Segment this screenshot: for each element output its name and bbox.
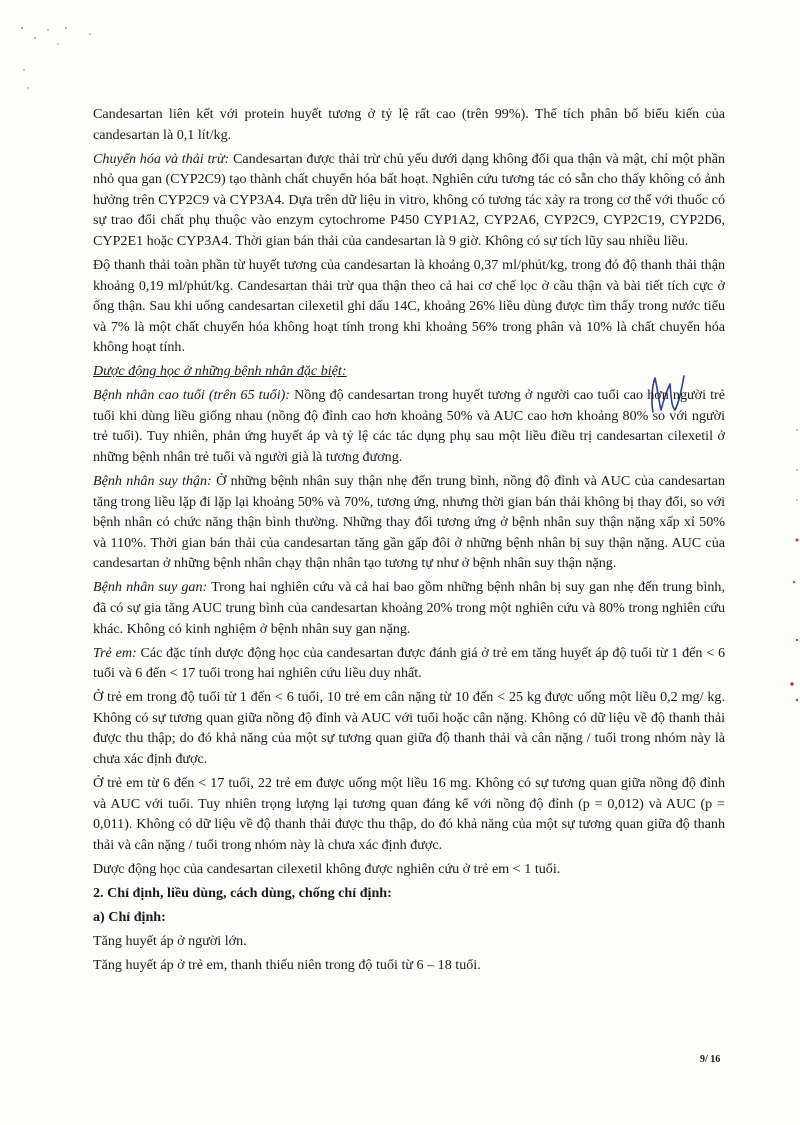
paragraph-label: Bệnh nhân cao tuổi (trên 65 tuổi): <box>93 387 290 404</box>
paragraph-label: Bệnh nhân suy thận: <box>93 473 212 490</box>
paragraph-protein-binding: Candesartan liên kết với protein huyết tương ở tỷ lệ rất cao (trên 99%). Thể tích phân bố biểu kiến của candesartan là 0,1 lít/kg. <box>93 106 725 143</box>
document-body <box>93 104 725 979</box>
paragraph-children-1-6: Ở trẻ em trong độ tuổi từ 1 đến < 6 tuổi, 10 trẻ em cân nặng từ 10 đến < 25 kg được uống một liều 0,2 mg/ kg. Không có sự tương quan giữa nồng độ đỉnh và AUC với tuổi hoặc cân nặng. Không có dữ liệu về độ thanh thải được thu thập; do đó khả năng của một sự tương quan giữa độ thanh thải và cân nặng / tuổi trong nhóm này là chưa xác định được. <box>93 689 725 767</box>
paragraph-label: Chuyển hóa và thải trừ: <box>93 150 230 167</box>
section-2a-heading: a) Chỉ định: <box>93 908 166 925</box>
paragraph-elderly: Bệnh nhân cao tuổi (trên 65 tuổi): Nồng độ candesartan trong huyết tương ở người cao tuổi cao hơn người trẻ tuổi khi dùng liều giống nhau (nồng độ đỉnh cao hơn khoảng 50% và AUC cao hơn khoảng 80% so với người trẻ tuổi). Tuy nhiên, phản ứng huyết áp và tỷ lệ các tác dụng phụ sau một liều điều trị candesartan cilexetil ở những bệnh nhân trẻ tuổi và người già là tương đương. <box>93 387 725 466</box>
paragraph-hepatic: Bệnh nhân suy gan: Trong hai nghiên cứu và cả hai bao gồm những bệnh nhân bị suy gan nhẹ đến trung bình, đã có sự gia tăng AUC trung bình của candesartan khoảng 20% trong một nghiên cứu và 80% trong nghiên cứu khác. Không có kinh nghiệm ở bệnh nhân suy gan nặng. <box>93 579 725 637</box>
paragraph-renal: Bệnh nhân suy thận: Ở những bệnh nhân suy thận nhẹ đến trung bình, nồng độ đỉnh và AUC của candesartan tăng trong liều lặp đi lặp lại khoảng 50% và 70%, tương ứng, nhưng thời gian bán thải không bị thay đổi, so với bệnh nhân có chức năng thận bình thường. Những thay đổi tương ứng ở bệnh nhân suy thận nặng xấp xỉ 50% và 110%. Thời gian bán thải của candesartan tăng gần gấp đôi ở những bệnh nhân bị suy thận nặng. AUC của candesartan ở những bệnh nhân chạy thận nhân tạo tương tự như ở bệnh nhân suy thận nặng. <box>93 473 725 572</box>
page-number: 9/ 16 <box>700 1054 721 1065</box>
paragraph-clearance: Độ thanh thải toàn phần từ huyết tương của candesartan là khoảng 0,37 ml/phút/kg, trong đó độ thanh thải thận khoảng 0,19 ml/phút/kg. Candesartan thải trừ qua thận theo cả hai cơ chế lọc ở cầu thận và bài tiết tích cực ở ống thận. Sau khi uống candesartan cilexetil ghi dấu 14C, khoảng 26% liều dùng được tìm thấy trong nước tiểu và 7% là một chất chuyển hóa không hoạt tính trong khi khoảng 56% trong phân và 10% là chất chuyển hóa không hoạt tính. <box>93 256 725 356</box>
section-2-heading: 2. Chỉ định, liều dùng, cách dùng, chống chỉ định: <box>93 884 392 901</box>
paragraph-children-under-1: Dược động học của candesartan cilexetil không được nghiên cứu ở trẻ em < 1 tuổi. <box>93 860 561 877</box>
subheading-special-populations: Dược động học ở những bệnh nhân đặc biệt: <box>93 363 347 380</box>
paragraph-children-6-17: Ở trẻ em từ 6 đến < 17 tuổi, 22 trẻ em được uống một liều 16 mg. Không có sự tương quan giữa nồng độ đỉnh và AUC với tuổi. Tuy nhiên trọng lượng lại tương quan đáng kể với nồng độ đỉnh (p = 0,012) và AUC (p = 0,011). Không có dữ liệu về độ thanh thải được thu thập, do đó khả năng của một sự tương quan giữa độ thanh thải và cân nặng / tuổi trong nhóm này là chưa xác định được. <box>93 774 725 853</box>
paragraph-label: Trẻ em: <box>93 644 137 661</box>
indication-item: Tăng huyết áp ở người lớn. <box>93 932 247 949</box>
paragraph-metabolism: Chuyển hóa và thải trừ: Candesartan được thải trừ chủ yếu dưới dạng không đổi qua thận và mật, chỉ một phần nhỏ qua gan (CYP2C9) tạo thành chất chuyển hóa bất hoạt. Nghiên cứu tương tác có sẵn cho thấy không có ảnh hưởng trên CYP2C9 và CYP3A4. Dựa trên dữ liệu in vitro, không có tương tác xảy ra trong cơ thể với thuốc có sự trao đổi chất phụ thuộc vào enzym cytochrome P450 CYP1A2, CYP2A6, CYP2C9, CYP2C19, CYP2D6, CYP2E1 hoặc CYP3A4. Thời gian bán thải của candesartan là 9 giờ. Không có sự tích lũy sau nhiều liều. <box>93 150 726 249</box>
paragraph-label: Bệnh nhân suy gan: <box>93 579 208 596</box>
paragraph-children: Trẻ em: Các đặc tính dược động học của candesartan được đánh giá ở trẻ em tăng huyết áp độ tuổi từ 1 đến < 6 tuổi và 6 đến < 17 tuổi trong hai nghiên cứu liều duy nhất. <box>93 644 725 682</box>
indication-item: Tăng huyết áp ở trẻ em, thanh thiếu niên trong độ tuổi từ 6 – 18 tuổi. <box>93 956 481 973</box>
